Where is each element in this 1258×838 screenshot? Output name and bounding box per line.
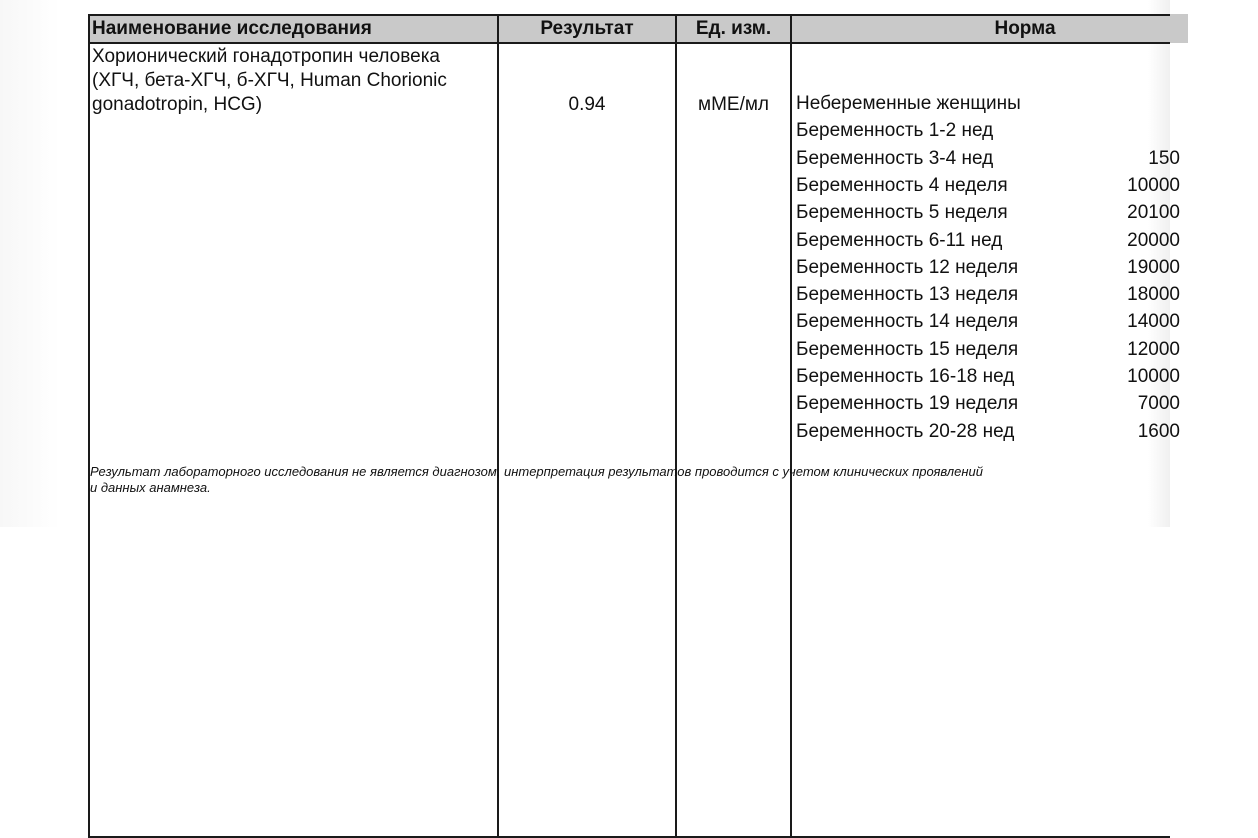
norm-value: 19000 (1127, 257, 1180, 278)
result-unit: мМЕ/мл (698, 94, 769, 115)
norm-value: 18000 (1127, 284, 1180, 305)
divider-name-result (497, 14, 499, 838)
norm-label: Беременность 13 неделя (796, 284, 1019, 305)
header-result: Результат (540, 18, 634, 39)
norm-label: Беременность 1-2 нед (796, 120, 994, 141)
norm-label: Беременность 4 неделя (796, 175, 1008, 196)
norm-label: Беременность 19 неделя (796, 393, 1019, 414)
norm-value: 14000 (1127, 311, 1180, 332)
test-name-line-3: gonadotropin, HCG) (92, 94, 263, 115)
norm-label: Беременность 5 неделя (796, 202, 1008, 223)
norm-value: 10000 (1127, 366, 1180, 387)
header-unit: Ед. изм. (695, 18, 772, 39)
disclaimer (90, 464, 1190, 496)
norm-value: 12000 (1127, 339, 1180, 360)
disclaimer-line-2: и данных анамнеза. (90, 480, 211, 495)
header-bottom-border (88, 42, 1170, 44)
norm-label: Беременность 3-4 нед (796, 148, 994, 169)
divider-result-unit (675, 14, 677, 838)
divider-unit-norm (790, 14, 792, 838)
norm-label: Небеременные женщины (796, 93, 1021, 114)
norm-label: Беременность 6-11 нед (796, 230, 1003, 251)
result-value: 0.94 (568, 94, 606, 115)
test-name-line-2: (ХГЧ, бета-ХГЧ, б-ХГЧ, Human Chorionic (92, 70, 447, 91)
test-name-line-1: Хорионический гонадотропин человека (92, 46, 440, 67)
norm-label: Беременность 12 неделя (796, 257, 1019, 278)
header-name: Наименование исследования (92, 18, 372, 39)
norm-label: Беременность 15 неделя (796, 339, 1019, 360)
norm-value: 150 (1148, 148, 1180, 169)
norm-label: Беременность 16-18 нед (796, 366, 1015, 387)
norm-value: 20100 (1127, 202, 1180, 223)
norm-value: 10000 (1127, 175, 1180, 196)
disclaimer-line-1: Результат лабораторного исследования не является диагнозом, интерпретация результатов проводится с учетом клинических проявлений (90, 464, 983, 479)
norm-label: Беременность 14 неделя (796, 311, 1019, 332)
norm-label: Беременность 20-28 нед (796, 421, 1015, 442)
norm-value: 1600 (1137, 421, 1180, 442)
table-left-border (88, 14, 90, 838)
header-norm: Норма (994, 18, 1056, 39)
norm-value: 20000 (1127, 230, 1180, 251)
norm-value: 7000 (1137, 393, 1180, 414)
